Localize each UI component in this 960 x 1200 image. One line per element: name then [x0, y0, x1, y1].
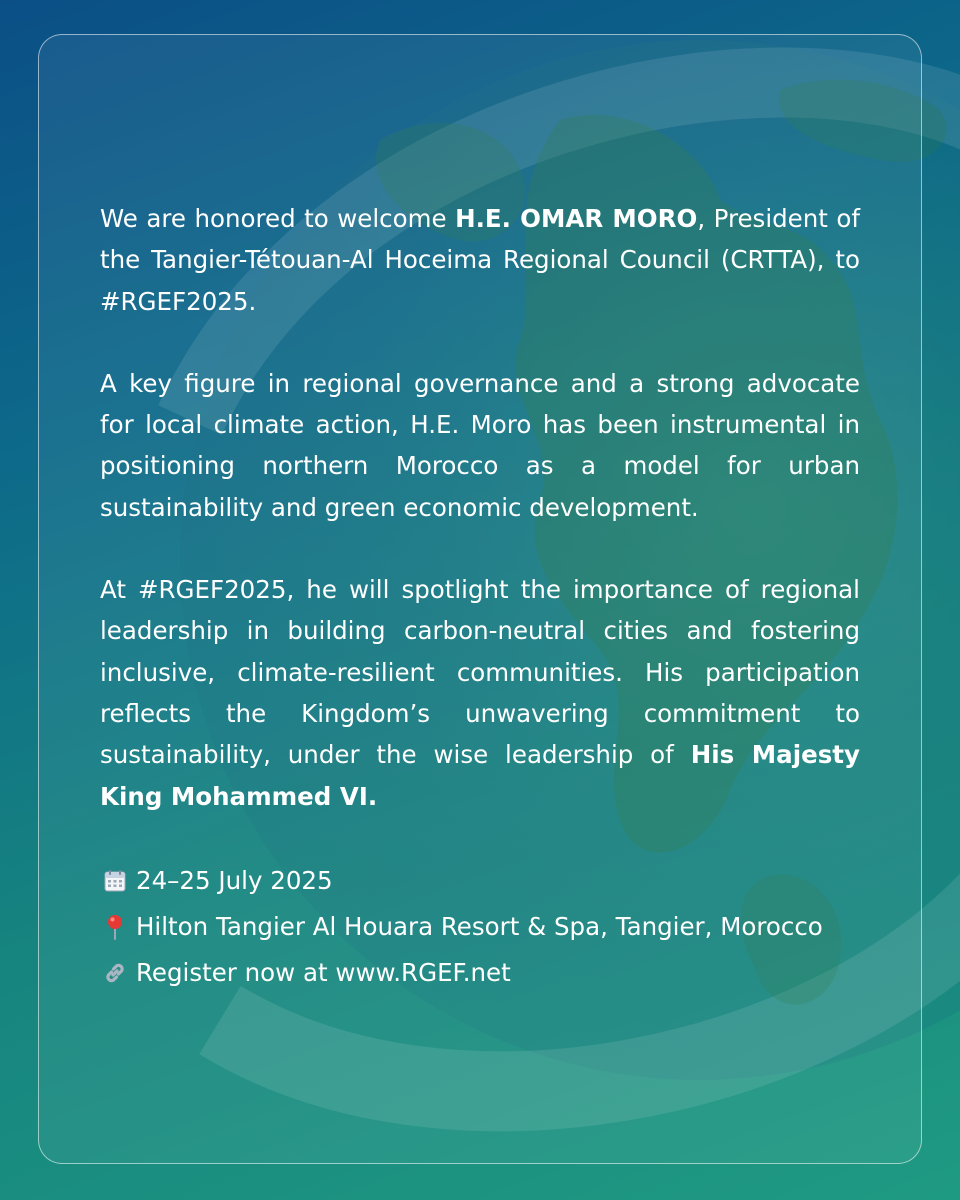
intro-paragraph [100, 198, 860, 322]
pin-icon [100, 912, 130, 942]
intro-text: We are honored to welcome [100, 204, 456, 233]
register-link[interactable]: Register now at www.RGEF.net [136, 958, 511, 988]
spotlight-paragraph [100, 569, 860, 817]
profile-paragraph [100, 363, 860, 528]
profile-text: A key figure in regional governance and a strong advocate for local climate action, H.E. Moro has been instrumental in positioning northern Morocco as a model for urban sustainability and green economic development. [100, 368, 860, 522]
king-name: His Majesty King Mohammed VI. [100, 740, 860, 811]
spotlight-text: At #RGEF2025, he will spotlight the importance of regional leadership in building carbon-neutral cities and fostering inclusive, climate-resilient communities. His participation reflects the Kingdom’s unwavering commitment to sustainability, under the wise leadership of [100, 575, 860, 770]
event-venue-text: Hilton Tangier Al Houara Resort & Spa, Tangier, Morocco [136, 912, 823, 942]
speaker-name: H.E. OMAR MORO [455, 204, 698, 233]
event-register [100, 950, 860, 996]
calendar-icon [100, 866, 130, 896]
link-icon [100, 958, 130, 988]
event-date-text: 24–25 July 2025 [136, 866, 333, 896]
event-date [100, 858, 860, 904]
intro-text-end: , President of the Tangier-Tétouan-Al Hoceima Regional Council (CRTTA), to #RGEF2025. [100, 204, 860, 316]
event-venue [100, 904, 860, 950]
announcement-text [100, 198, 860, 996]
